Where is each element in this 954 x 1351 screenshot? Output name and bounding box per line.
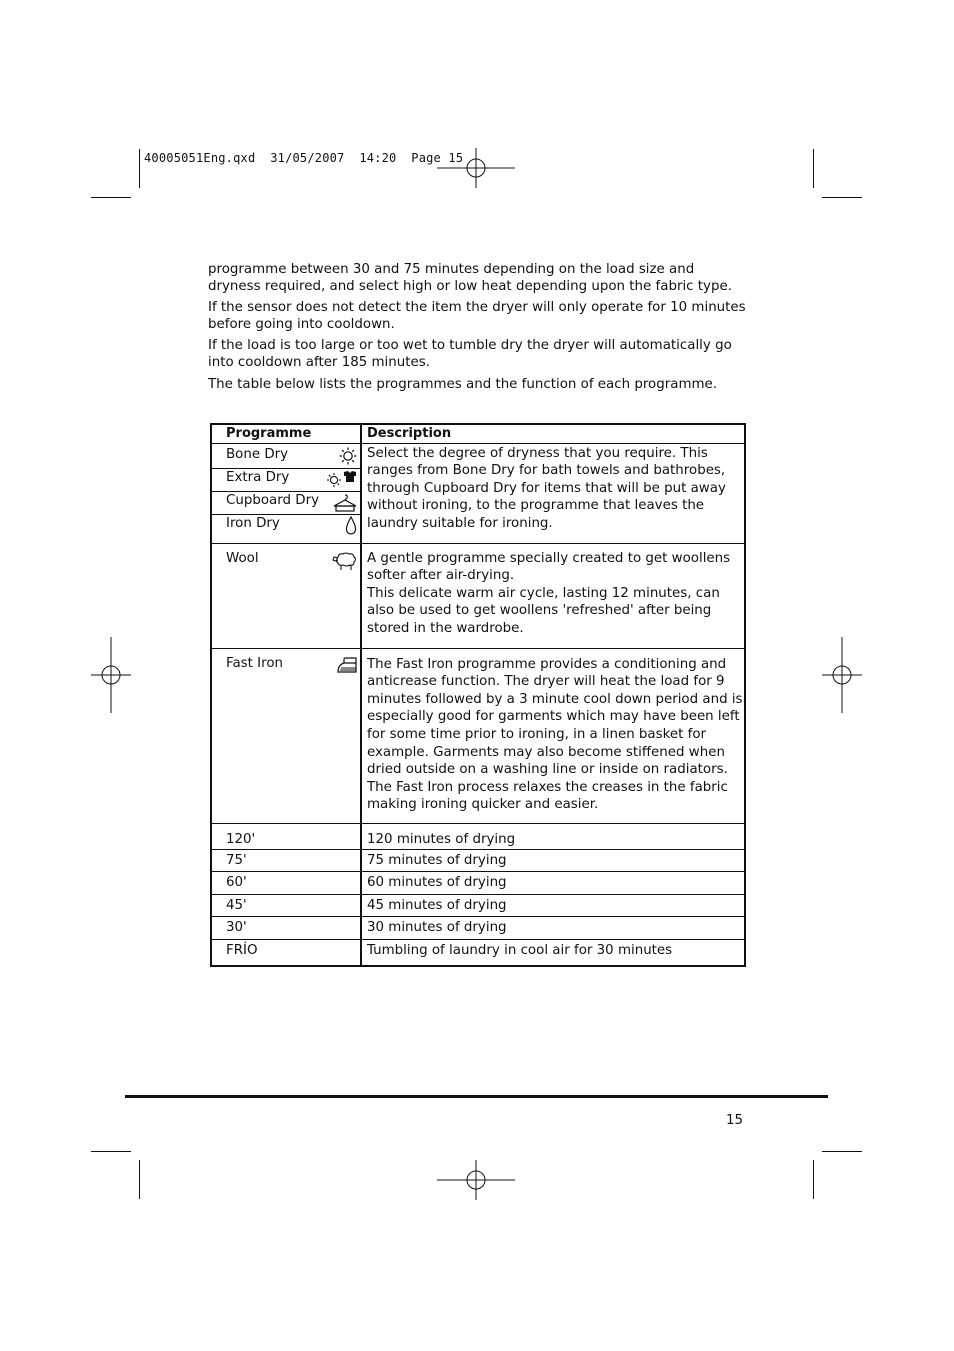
intro-paragraph: If the sensor does not detect the item the dryer will only operate for 10 minutes before going into cooldown. (208, 300, 746, 332)
programme-description: 75 minutes of drying (361, 849, 745, 872)
table-row (211, 543, 745, 648)
droplet-icon (344, 516, 358, 542)
programme-description: 60 minutes of drying (361, 872, 745, 895)
intro-paragraph: programme between 30 and 75 minutes depending on the load size and dryness required, and select high or low heat depending upon the fabric type. (208, 262, 732, 294)
crop-mark (822, 1151, 862, 1152)
registration-mark-icon (436, 1158, 516, 1202)
sheep-icon (332, 551, 358, 577)
table-row (211, 443, 745, 543)
crop-mark (91, 197, 131, 198)
programme-name: Cupboard Dry (226, 492, 320, 508)
programme-description: 120 minutes of drying (361, 823, 745, 849)
table-row (211, 939, 745, 965)
table-row (211, 894, 745, 917)
table-row (211, 849, 745, 872)
table-row (211, 872, 745, 895)
intro-text (208, 262, 748, 398)
crop-mark (813, 1160, 814, 1199)
registration-mark-icon (436, 146, 516, 190)
footer-rule (125, 1095, 828, 1098)
registration-mark-icon (90, 636, 132, 714)
crop-mark (91, 1151, 131, 1152)
sun-icon (338, 447, 358, 471)
programme-name: Wool (226, 550, 259, 566)
programme-name: Fast Iron (226, 655, 284, 671)
file-slug: 40005051Eng.qxd 31/05/2007 14:20 Page 15 (144, 151, 464, 165)
crop-mark (822, 197, 862, 198)
intro-paragraph: If the load is too large or too wet to tumble dry the dryer will automatically go into cooldown after 185 minutes. (208, 338, 732, 370)
registration-mark-icon (821, 636, 863, 714)
wool-description: A gentle programme specially created to get woollens softer after air-drying. (367, 550, 731, 584)
crop-mark (139, 149, 140, 188)
programme-name: FRÍO (226, 942, 258, 958)
programme-table (210, 423, 746, 967)
table-row (211, 648, 745, 823)
intro-paragraph: The table below lists the programmes and the function of each programme. (208, 376, 718, 392)
programme-name: Extra Dry (226, 469, 290, 485)
crop-mark (813, 149, 814, 188)
programme-name: Bone Dry (226, 446, 289, 462)
programme-name: Iron Dry (226, 515, 280, 531)
table-row (211, 917, 745, 940)
programme-name: 30' (226, 920, 247, 936)
sun-shirt-icon (326, 470, 358, 494)
programme-name: 75' (226, 852, 247, 868)
programme-description: Tumbling of laundry in cool air for 30 minutes (361, 939, 745, 965)
table-header-row (211, 424, 745, 443)
dry-group-description: Select the degree of dryness that you require. This ranges from Bone Dry for bath towels and bathrobes, through Cupboard Dry for items that will be put away without ironing, to the programme that leaves the laundry suitable for ironing. (361, 443, 745, 543)
programme-description: 30 minutes of drying (361, 917, 745, 940)
programme-name: 45' (226, 897, 247, 913)
table-row (211, 823, 745, 849)
header-description: Description (361, 424, 745, 443)
wool-description: This delicate warm air cycle, lasting 12 minutes, can also be used to get woollens 'refreshed' after being stored in the wardrobe. (367, 585, 720, 636)
fast-iron-description: The Fast Iron programme provides a conditioning and anticrease function. The dryer will heat the load for 9 minutes followed by a 3 minute cool down period and is especially good for garments which may have been left for some time prior to ironing, in a linen basket for example. Garments may also become stiffened when dried outside on a washing line or inside on radiators. The Fast Iron process relaxes the creases in the fabric making ironing quicker and easier. (361, 648, 745, 823)
programme-description: 45 minutes of drying (361, 894, 745, 917)
header-programme: Programme (226, 426, 312, 441)
programme-name: 120' (226, 831, 256, 847)
crop-mark (139, 1160, 140, 1199)
iron-icon (336, 656, 358, 680)
programme-name: 60' (226, 875, 247, 891)
page-number: 15 (726, 1113, 744, 1128)
